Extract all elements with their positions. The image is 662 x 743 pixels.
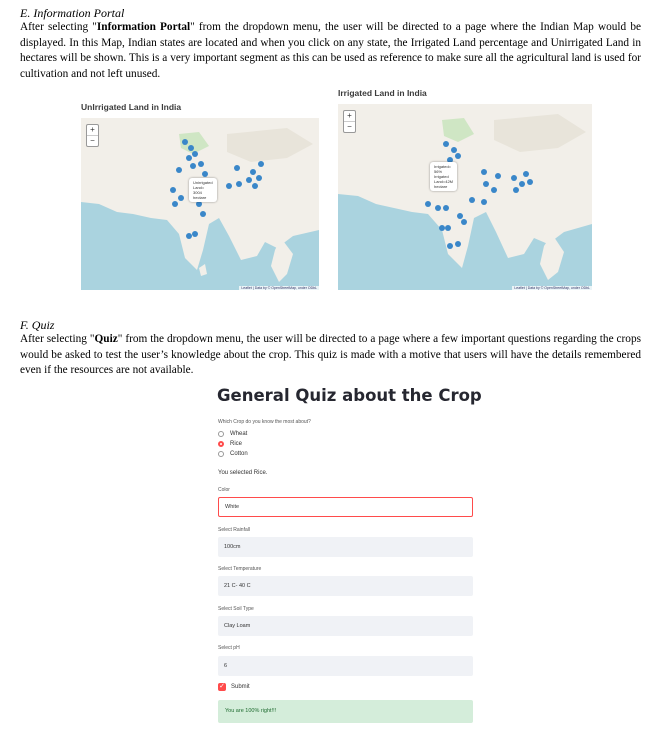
radio-rice[interactable]: Rice xyxy=(218,441,242,447)
right-map-attribution[interactable]: Leaflet | Data by © OpenStreetMap, under ODbL xyxy=(514,286,590,290)
right-map-popup: Irrigated= 56% Irrigated Land=42M hectare xyxy=(430,162,457,191)
quiz-title: General Quiz about the Crop xyxy=(217,386,482,405)
submit-checkbox[interactable]: ✓ Submit xyxy=(219,683,250,690)
success-message: You are 100% right!!! xyxy=(218,700,473,723)
section-f-bold-term: Quiz xyxy=(94,333,118,345)
section-f-heading: F. Quiz xyxy=(20,318,55,332)
left-map-caption: UnIrrigated Land in India xyxy=(81,102,182,112)
checkmark-icon[interactable]: ✓ xyxy=(219,683,225,690)
crop-question-label: Which Crop do you know the most about? xyxy=(218,419,311,425)
rainfall-input[interactable]: 100cm xyxy=(218,537,473,557)
temperature-label: Select Temperature xyxy=(218,566,262,572)
right-map-zoom-control[interactable] xyxy=(343,110,356,133)
section-e-heading: E. Information Portal xyxy=(20,6,125,20)
left-map-zoom-control[interactable] xyxy=(86,124,99,147)
unirrigated-map[interactable] xyxy=(81,118,319,290)
radio-cotton[interactable]: Cotton xyxy=(218,451,248,457)
temperature-input[interactable]: 21 C- 40 C xyxy=(218,576,473,596)
radio-wheat-circle[interactable] xyxy=(218,431,224,437)
right-map-zoom-in-button[interactable]: + xyxy=(347,111,352,120)
right-map-zoom-out-button[interactable]: − xyxy=(344,121,355,132)
right-map-caption: Irrigated Land in India xyxy=(338,88,427,98)
radio-wheat[interactable]: Wheat xyxy=(218,431,247,437)
left-map-zoom-in-button[interactable]: + xyxy=(90,125,95,134)
ph-label: Select pH xyxy=(218,645,240,651)
section-f-paragraph: After selecting "Quiz" from the dropdown menu, the user will be directed to a page where a few important questions regarding the crops would be asked to test the user’s knowledge about the crop. This quiz is made with a motive that users will have the details remembered even if the resources are not available. xyxy=(20,333,642,377)
color-input[interactable]: White xyxy=(218,497,473,517)
rainfall-label: Select Rainfall xyxy=(218,527,250,533)
section-e-bold-term: Information Portal xyxy=(96,21,191,33)
selected-crop-text: You selected Rice. xyxy=(218,470,268,476)
soil-type-input[interactable]: Clay Loam xyxy=(218,616,473,636)
left-map-attribution[interactable]: Leaflet | Data by © OpenStreetMap, under ODbL xyxy=(241,286,317,290)
irrigated-map-tiles xyxy=(338,104,592,290)
left-map-popup: Unirrigated Land= 3004 hectare xyxy=(189,178,217,202)
section-e-paragraph: After selecting "Information Portal" from the dropdown menu, the user will be directed to a page where the Indian Map would be displayed. In this Map, Indian states are located and when you click on any state, the Irrigated Land percentage and Unirrigated Land in hectares will be shown. This is a very important segment as this can be used as reference to make sure all the agricultural land is used for cultivation and not left unused. xyxy=(20,21,641,80)
irrigated-map[interactable] xyxy=(338,104,592,290)
left-map-zoom-out-button[interactable]: − xyxy=(87,135,98,146)
ph-input[interactable]: 6 xyxy=(218,656,473,676)
color-label: Color xyxy=(218,487,230,493)
radio-cotton-circle[interactable] xyxy=(218,451,224,457)
unirrigated-map-tiles xyxy=(81,118,319,290)
soil-type-label: Select Soil Type xyxy=(218,606,254,612)
radio-rice-circle[interactable] xyxy=(218,441,224,447)
